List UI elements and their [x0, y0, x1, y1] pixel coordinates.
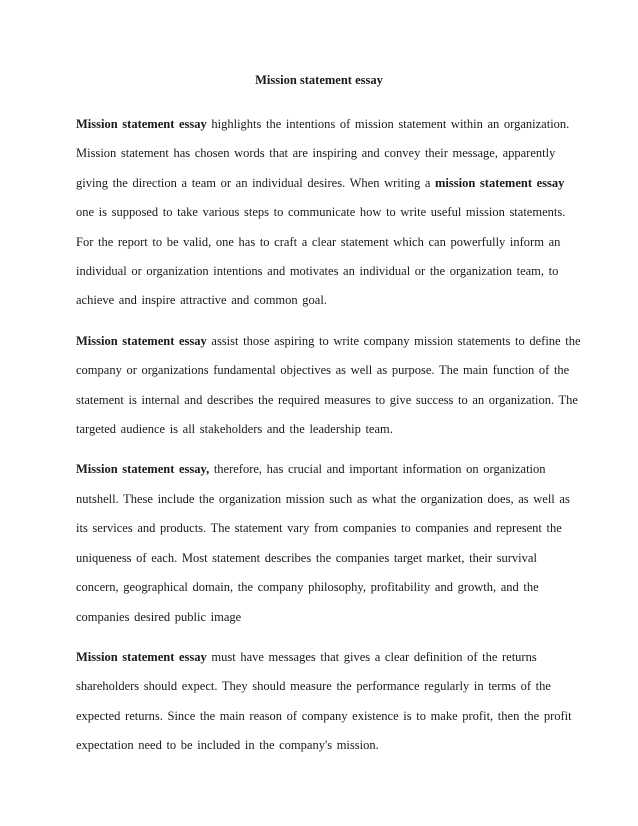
paragraph-line — [76, 257, 576, 286]
text-run: concern, geographical domain, the company philosophy, profitability and growth, and the — [76, 580, 539, 595]
text-run: highlights the intentions of mission statement within an organization. — [206, 117, 570, 131]
paragraph — [76, 110, 576, 316]
paragraph-line — [76, 573, 576, 602]
paragraph-line — [76, 198, 576, 227]
paragraph — [76, 327, 581, 445]
paragraph — [76, 455, 576, 631]
text-run: targeted audience is all stakeholders and the leadership team. — [76, 422, 393, 437]
document-title: Mission statement essay — [255, 73, 383, 87]
text-run: one is supposed to take various steps to communicate how to write useful mission statements. — [76, 205, 566, 220]
paragraph-line — [76, 415, 576, 444]
text-run: statement is internal and describes the required measures to give success to an organization. The — [76, 392, 578, 407]
text-run: must have messages that gives a clear definition of the returns — [206, 649, 537, 664]
paragraph-line — [76, 702, 576, 731]
text-run: Mission statement has chosen words that are inspiring and convey their message, apparently — [76, 146, 556, 161]
paragraph-line — [76, 603, 576, 632]
document-body — [76, 110, 581, 772]
paragraph-line — [76, 228, 576, 257]
paragraph-line — [76, 356, 576, 385]
text-run: shareholders should expect. They should measure the performance regularly in terms of the — [76, 679, 551, 694]
paragraph-line — [76, 169, 576, 198]
paragraph-line — [76, 455, 576, 484]
bold-text: Mission statement essay, — [76, 462, 210, 477]
paragraph-line — [76, 544, 576, 573]
paragraph-line — [76, 731, 576, 760]
text-run: expected returns. Since the main reason of company existence is to make profit, then the profit — [76, 708, 572, 723]
bold-text: Mission statement essay — [76, 649, 207, 664]
bold-text: mission statement essay — [435, 175, 565, 190]
paragraph-line — [76, 386, 576, 415]
text-run: giving the direction a team or an individual desires. When writing a — [76, 175, 435, 190]
paragraph-line — [76, 672, 576, 701]
paragraph-line — [76, 110, 576, 139]
bold-text: Mission statement essay — [76, 117, 207, 131]
paragraph-line — [76, 139, 576, 168]
text-run: uniqueness of each. Most statement describes the companies target market, their survival — [76, 550, 537, 565]
text-run: achieve and inspire attractive and common goal. — [76, 293, 327, 308]
paragraph-line — [76, 485, 576, 514]
text-run: company or organizations fundamental objectives as well as purpose. The main function of the — [76, 363, 570, 378]
paragraph-line — [76, 286, 576, 315]
paragraph-line — [76, 327, 581, 356]
text-run: expectation need to be included in the company's mission. — [76, 738, 379, 753]
bold-text: Mission statement essay — [76, 333, 207, 348]
paragraph — [76, 643, 576, 761]
text-run: therefore, has crucial and important information on organization — [209, 462, 546, 477]
text-run: its services and products. The statement vary from companies to companies and represent the — [76, 521, 562, 536]
text-run: individual or organization intentions and motivates an individual or the organization team, to — [76, 264, 559, 279]
text-run: companies desired public image — [76, 609, 242, 624]
text-run: For the report to be valid, one has to craft a clear statement which can powerfully inform an — [76, 234, 561, 249]
paragraph-line — [76, 643, 576, 672]
paragraph-line — [76, 514, 576, 543]
text-run: assist those aspiring to write company mission statements to define the — [206, 333, 581, 348]
text-run: nutshell. These include the organization mission such as what the organization does, as well as — [76, 491, 570, 506]
